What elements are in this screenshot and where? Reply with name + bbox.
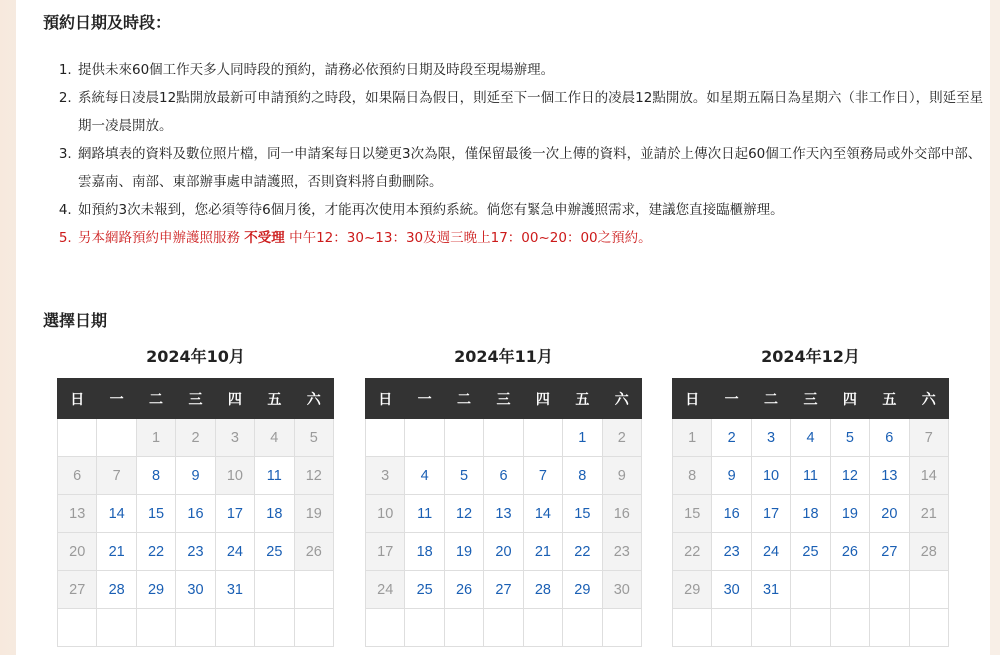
calendar-grid [672,378,949,647]
calendar-week-row [366,495,642,533]
date-cell-available[interactable]: 18 [255,495,294,533]
weekday-header: 二 [444,379,483,419]
date-section-title: 選擇日期 [43,311,108,330]
date-cell-disabled: 16 [602,495,641,533]
date-cell-available[interactable]: 20 [870,495,909,533]
date-cell-disabled: 2 [602,419,641,457]
weekday-header: 四 [215,379,254,419]
date-cell-available[interactable]: 18 [405,533,444,571]
date-cell-disabled: 22 [673,533,712,571]
date-cell-disabled: 4 [255,419,294,457]
date-cell-empty [563,609,602,647]
date-cell-empty [97,419,136,457]
date-cell-empty [523,419,562,457]
date-cell-disabled: 26 [294,533,333,571]
date-cell-available[interactable]: 12 [444,495,483,533]
date-cell-available[interactable]: 17 [215,495,254,533]
weekday-header: 一 [405,379,444,419]
warning-prefix: 另本網路預約申辦護照服務 [78,230,240,246]
calendar-week-row [673,609,949,647]
date-cell-disabled: 30 [602,571,641,609]
date-cell-empty [97,609,136,647]
date-cell-available[interactable]: 28 [523,571,562,609]
date-cell-disabled: 5 [294,419,333,457]
date-cell-disabled: 3 [366,457,405,495]
calendar-body [366,419,642,647]
weekday-header: 五 [870,379,909,419]
notice-item: 1. 提供未來60個工作天多人同時段的預約，請務必依預約日期及時段至現場辦理。 [76,56,988,84]
date-cell-empty [294,571,333,609]
date-cell-empty [870,609,909,647]
date-cell-available[interactable]: 22 [563,533,602,571]
date-cell-empty [712,609,751,647]
date-cell-available[interactable]: 14 [523,495,562,533]
date-cell-available[interactable]: 17 [751,495,790,533]
date-cell-available[interactable]: 20 [484,533,523,571]
date-cell-empty [791,609,830,647]
date-cell-available[interactable]: 18 [791,495,830,533]
date-cell-available[interactable]: 22 [136,533,175,571]
date-cell-empty [523,609,562,647]
date-cell-empty [444,609,483,647]
date-cell-available[interactable]: 8 [563,457,602,495]
calendar-week-row [366,609,642,647]
notice-item-warning [76,224,988,252]
date-cell-available[interactable]: 13 [870,457,909,495]
date-cell-disabled: 7 [909,419,948,457]
date-cell-empty [791,571,830,609]
date-cell-disabled: 24 [366,571,405,609]
calendar-week-row [673,495,949,533]
date-cell-available[interactable]: 5 [830,419,869,457]
date-cell-available[interactable]: 29 [136,571,175,609]
date-cell-empty [366,419,405,457]
weekday-header: 六 [294,379,333,419]
date-cell-disabled: 19 [294,495,333,533]
date-cell-available[interactable]: 25 [791,533,830,571]
date-cell-empty [444,419,483,457]
date-cell-disabled: 15 [673,495,712,533]
date-cell-available[interactable]: 19 [830,495,869,533]
calendar-week-row [673,457,949,495]
date-cell-available[interactable]: 15 [136,495,175,533]
weekday-header: 三 [484,379,523,419]
date-cell-available[interactable]: 1 [563,419,602,457]
date-cell-empty [136,609,175,647]
date-cell-disabled: 1 [136,419,175,457]
date-cell-disabled: 3 [215,419,254,457]
weekday-header: 六 [602,379,641,419]
date-cell-disabled: 28 [909,533,948,571]
calendar-week-row [58,533,334,571]
date-cell-empty [484,419,523,457]
date-cell-disabled: 10 [215,457,254,495]
date-cell-available[interactable]: 23 [712,533,751,571]
date-cell-available[interactable]: 28 [97,571,136,609]
date-cell-available[interactable]: 5 [444,457,483,495]
date-cell-disabled: 27 [58,571,97,609]
date-cell-available[interactable]: 13 [484,495,523,533]
weekday-header: 日 [366,379,405,419]
date-cell-available[interactable]: 25 [255,533,294,571]
date-cell-available[interactable]: 16 [712,495,751,533]
notice-title: 預約日期及時段： [43,13,172,32]
calendar-title: 2024年11月 [454,347,553,366]
notice-item: 2. 系統每日凌晨12點開放最新可申請預約之時段，如果隔日為假日，則延至下一個工作日的凌晨12點開放。如星期五隔日為星期六（非工作日），則延至星期一凌晨開放。 [76,84,988,140]
date-cell-available[interactable]: 9 [176,457,215,495]
date-cell-available[interactable]: 7 [523,457,562,495]
notice-list [50,56,988,252]
calendar-week-row [58,495,334,533]
date-cell-empty [909,609,948,647]
date-cell-available[interactable]: 16 [176,495,215,533]
calendar-month [672,340,949,647]
weekday-header: 五 [255,379,294,419]
date-cell-available[interactable]: 15 [563,495,602,533]
date-cell-available[interactable]: 6 [484,457,523,495]
weekday-header: 三 [791,379,830,419]
weekday-header: 二 [136,379,175,419]
date-cell-available[interactable]: 6 [870,419,909,457]
weekday-header: 五 [563,379,602,419]
weekday-header: 二 [751,379,790,419]
date-cell-available[interactable]: 29 [563,571,602,609]
calendar-month [365,340,642,647]
weekday-header: 四 [523,379,562,419]
date-cell-empty [405,419,444,457]
date-cell-disabled: 6 [58,457,97,495]
date-cell-available[interactable]: 19 [444,533,483,571]
date-cell-empty [909,571,948,609]
date-cell-available[interactable]: 24 [751,533,790,571]
weekday-header-row [58,379,334,419]
date-cell-empty [255,609,294,647]
date-cell-disabled: 13 [58,495,97,533]
notice-item: 4. 如預約3次未報到，您必須等待6個月後，才能再次使用本預約系統。倘您有緊急申辦護照需求，建議您直接臨櫃辦理。 [76,196,988,224]
date-cell-empty [751,609,790,647]
calendar-title: 2024年12月 [761,347,860,366]
date-cell-available[interactable]: 31 [215,571,254,609]
weekday-header: 日 [673,379,712,419]
date-cell-available[interactable]: 11 [255,457,294,495]
calendar-week-row [58,609,334,647]
date-cell-available[interactable]: 21 [523,533,562,571]
calendar-week-row [673,533,949,571]
calendar-week-row [366,419,642,457]
weekday-header: 一 [712,379,751,419]
date-cell-empty [58,609,97,647]
date-cell-empty [602,609,641,647]
date-cell-available[interactable]: 3 [751,419,790,457]
date-cell-empty [405,609,444,647]
date-cell-empty [58,419,97,457]
date-cell-empty [294,609,333,647]
date-cell-disabled: 9 [602,457,641,495]
date-cell-available[interactable]: 10 [751,457,790,495]
date-cell-empty [255,571,294,609]
date-cell-empty [673,609,712,647]
weekday-header-row [366,379,642,419]
calendar-week-row [673,571,949,609]
date-cell-available[interactable]: 23 [176,533,215,571]
calendar-body [58,419,334,647]
warning-suffix: 中午12：30~13：30及週三晚上17：00~20：00之預約。 [289,230,652,246]
date-cell-empty [215,609,254,647]
date-cell-disabled: 21 [909,495,948,533]
date-cell-available[interactable]: 30 [176,571,215,609]
date-cell-available[interactable]: 26 [830,533,869,571]
date-cell-disabled: 8 [673,457,712,495]
calendar-month [57,340,334,647]
date-cell-available[interactable]: 4 [405,457,444,495]
date-cell-available[interactable]: 30 [712,571,751,609]
date-cell-disabled: 23 [602,533,641,571]
date-cell-disabled: 1 [673,419,712,457]
date-cell-disabled: 20 [58,533,97,571]
notice-item: 3. 網路填表的資料及數位照片檔，同一申請案每日以變更3次為限，僅保留最後一次上傳的資料，並請於上傳次日起60個工作天內至領務局或外交部中部、雲嘉南、南部、東部辦事處申請護照，否則資料將自動刪除。 [76,140,988,196]
date-cell-empty [176,609,215,647]
date-cell-disabled: 17 [366,533,405,571]
date-cell-available[interactable]: 4 [791,419,830,457]
date-cell-available[interactable]: 9 [712,457,751,495]
weekday-header: 三 [176,379,215,419]
calendar-week-row [366,533,642,571]
date-cell-available[interactable]: 24 [215,533,254,571]
date-cell-disabled: 14 [909,457,948,495]
weekday-header: 日 [58,379,97,419]
date-cell-disabled: 12 [294,457,333,495]
date-cell-available[interactable]: 12 [830,457,869,495]
date-cell-available[interactable]: 31 [751,571,790,609]
date-cell-empty [484,609,523,647]
date-cell-available[interactable]: 11 [791,457,830,495]
calendar-week-row [58,457,334,495]
date-cell-empty [366,609,405,647]
date-cell-disabled: 2 [176,419,215,457]
date-cell-available[interactable]: 26 [444,571,483,609]
date-cell-disabled: 29 [673,571,712,609]
date-cell-available[interactable]: 14 [97,495,136,533]
calendar-body [673,419,949,647]
calendar-week-row [366,457,642,495]
date-cell-empty [870,571,909,609]
date-cell-available[interactable]: 21 [97,533,136,571]
date-cell-disabled: 10 [366,495,405,533]
date-cell-available[interactable]: 27 [870,533,909,571]
calendar-grid [365,378,642,647]
calendar-grid [57,378,334,647]
date-cell-available[interactable]: 27 [484,571,523,609]
date-cell-empty [830,609,869,647]
content-panel [16,0,990,655]
weekday-header: 六 [909,379,948,419]
weekday-header: 四 [830,379,869,419]
calendar-week-row [673,419,949,457]
date-cell-available[interactable]: 25 [405,571,444,609]
weekday-header-row [673,379,949,419]
calendar-week-row [366,571,642,609]
date-cell-disabled: 7 [97,457,136,495]
calendar-title: 2024年10月 [146,347,245,366]
weekday-header: 一 [97,379,136,419]
date-cell-empty [830,571,869,609]
calendar-week-row [58,571,334,609]
calendar-week-row [58,419,334,457]
warning-emphasis: 不受理 [244,230,285,246]
date-cell-available[interactable]: 8 [136,457,175,495]
date-cell-available[interactable]: 11 [405,495,444,533]
date-cell-available[interactable]: 2 [712,419,751,457]
